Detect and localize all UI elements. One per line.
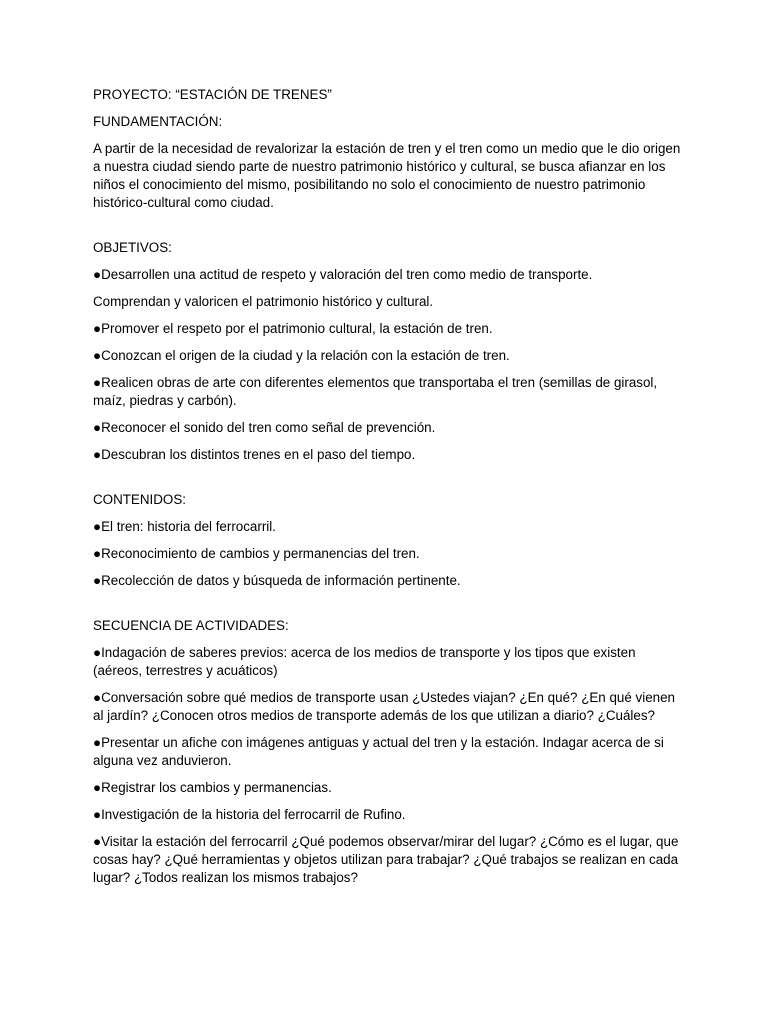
actividad-item: ●Conversación sobre qué medios de transporte usan ¿Ustedes viajan? ¿En qué? ¿En qué vienen al jardín? ¿Conocen otros medios de transporte además de los que utilizan a diario? ¿Cuáles? <box>93 690 675 723</box>
objetivos-heading: OBJETIVOS: <box>93 240 172 255</box>
actividad-item: ●Visitar la estación del ferrocarril ¿Qué podemos observar/mirar del lugar? ¿Cómo es el lugar, que cosas hay? ¿Qué herramientas y objetos utilizan para trabajar? ¿Qué trabajos se realizan en cada lugar? ¿Todos realizan los mismos trabajos? <box>93 834 679 885</box>
actividad-item: ●Presentar un afiche con imágenes antiguas y actual del tren y la estación. Indagar acerca de si alguna vez anduvieron. <box>93 735 664 768</box>
actividad-item: ●Investigación de la historia del ferrocarril de Rufino. <box>93 807 406 822</box>
contenido-item: ●Recolección de datos y búsqueda de información pertinente. <box>93 573 461 588</box>
objetivo-item: ●Conozcan el origen de la ciudad y la relación con la estación de tren. <box>93 348 510 363</box>
document-page <box>93 86 683 896</box>
fundamentacion-text: A partir de la necesidad de revalorizar la estación de tren y el tren como un medio que le dio origen a nuestra ciudad siendo parte de nuestro patrimonio histórico y cultural, se busca afianzar en los niños el conocimiento del mismo, posibilitando no solo el conocimiento de nuestro patrimonio histórico-cultural como ciudad. <box>93 141 681 210</box>
contenido-item: ●El tren: historia del ferrocarril. <box>93 519 276 534</box>
secuencia-heading: SECUENCIA DE ACTIVIDADES: <box>93 618 289 633</box>
objetivo-item: ●Realicen obras de arte con diferentes elementos que transportaba el tren (semillas de girasol, maíz, piedras y carbón). <box>93 375 658 408</box>
actividad-item: ●Indagación de saberes previos: acerca de los medios de transporte y los tipos que existen (aéreos, terrestres y acuáticos) <box>93 645 636 678</box>
objetivo-item: Comprendan y valoricen el patrimonio histórico y cultural. <box>93 294 434 309</box>
section-spacer <box>93 473 683 491</box>
actividad-item: ●Registrar los cambios y permanencias. <box>93 780 332 795</box>
section-spacer <box>93 599 683 617</box>
objetivo-item: ●Desarrollen una actitud de respeto y valoración del tren como medio de transporte. <box>93 267 593 282</box>
project-title: PROYECTO: “ESTACIÓN DE TRENES” <box>93 87 332 102</box>
section-spacer <box>93 221 683 239</box>
contenidos-heading: CONTENIDOS: <box>93 492 186 507</box>
objetivo-item: ●Reconocer el sonido del tren como señal de prevención. <box>93 420 436 435</box>
fundamentacion-heading: FUNDAMENTACIÓN: <box>93 114 223 129</box>
objetivo-item: ●Descubran los distintos trenes en el paso del tiempo. <box>93 447 416 462</box>
contenido-item: ●Reconocimiento de cambios y permanencias del tren. <box>93 546 420 561</box>
objetivo-item: ●Promover el respeto por el patrimonio cultural, la estación de tren. <box>93 321 493 336</box>
